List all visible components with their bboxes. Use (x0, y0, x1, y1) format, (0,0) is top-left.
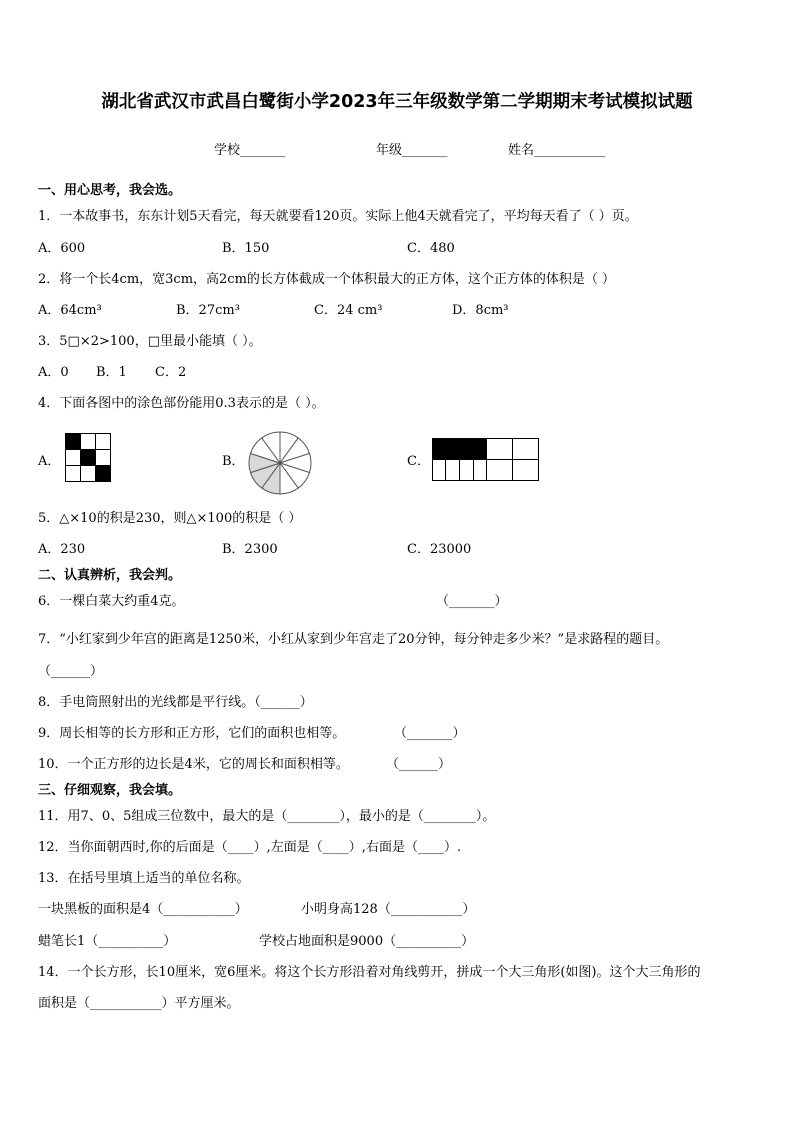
section-2-heading: 二、认真辨析，我会判。 (38, 568, 182, 583)
q3-option-c: C．2 (155, 365, 187, 380)
q4-option-c: C． (407, 454, 430, 469)
grid-cell-shaded (81, 450, 96, 466)
section-1-heading: 一、用心思考，我会选。 (38, 183, 182, 198)
q13-blackboard: 一块黑板的面积是4（___________） (38, 902, 248, 917)
q9-stem: 9．周长相等的长方形和正方形，它们的面积也相等。 (38, 726, 346, 741)
q14-stem-line1: 14．一个长方形，长10厘米，宽6厘米。将这个长方形沿着对角线剪开，拼成一个大三角形(如图)。这个大三角形的 (38, 965, 701, 980)
q6-stem: 6．一棵白菜大约重4克。 (38, 594, 185, 609)
q4-figure-b-circle (247, 430, 313, 496)
q10-stem: 10．一个正方形的边长是4米，它的周长和面积相等。 (38, 757, 349, 772)
q12-stem: 12．当你面朝西时,你的后面是（____）,左面是（____）,右面是（____）. (38, 840, 462, 855)
grid-cells-shaded (433, 439, 487, 460)
q3-stem: 3．5□×2>100，□里最小能填（ ）。 (38, 334, 262, 349)
grid-cell-shaded (96, 466, 111, 482)
q14-stem-line2: 面积是（___________）平方厘米。 (38, 996, 240, 1011)
q2-option-c: C．24 cm³ (314, 303, 383, 318)
q10-answer-blank[interactable]: （______） (386, 757, 452, 772)
school-field: 学校_______ (214, 143, 286, 158)
q8-stem: 8．手电筒照射出的光线都是平行线。（______） (38, 695, 313, 710)
q4-figure-a-grid (65, 433, 113, 483)
q1-option-c: C．480 (407, 241, 455, 256)
q4-figure-c-grid (432, 438, 540, 482)
q4-option-a: A． (38, 454, 61, 469)
section-3-heading: 三、仔细观察，我会填。 (38, 783, 182, 798)
grade-field: 年级_______ (376, 143, 448, 158)
q7-answer-blank[interactable]: （______） (38, 664, 104, 679)
q3-option-a: A．0 (38, 365, 69, 380)
q13-height: 小明身高128（___________） (301, 902, 476, 917)
q1-option-a: A．600 (38, 241, 86, 256)
q13-stem: 13．在括号里填上适当的单位名称。 (38, 871, 250, 886)
page-title: 湖北省武汉市武昌白鹭街小学2023年三年级数学第二学期期末考试模拟试题 (101, 92, 693, 112)
q5-option-a: A．230 (38, 542, 86, 557)
q2-option-a: A．64cm³ (38, 303, 102, 318)
q3-option-b: B．1 (96, 365, 127, 380)
q2-stem: 2．将一个长4cm，宽3cm，高2cm的长方体截成一个体积最大的正方体，这个正方体的体积是（ ） (38, 272, 616, 287)
q13-crayon: 蜡笔长1（__________） (38, 934, 177, 949)
q1-option-b: B．150 (222, 241, 270, 256)
q4-stem: 4．下面各图中的涂色部份能用0.3表示的是（ ）。 (38, 396, 325, 411)
q13-school-area: 学校占地面积是9000（__________） (259, 934, 475, 949)
grid-cell-shaded (66, 434, 81, 450)
q7-stem: 7．“小红家到少年宫的距离是1250米，小红从家到少年宫走了20分钟，每分钟走多少米？”是求路程的题目。 (38, 632, 669, 647)
q5-stem: 5．△×10的积是230，则△×100的积是（ ） (38, 511, 302, 526)
q1-stem: 1．一本故事书，东东计划5天看完，每天就要看120页。实际上他4天就看完了，平均每天看了（ ）页。 (38, 209, 638, 224)
q11-stem: 11．用7、0、5组成三位数中，最大的是（________），最小的是（________）。 (38, 809, 496, 824)
q6-answer-blank[interactable]: （_______） (436, 594, 508, 609)
q4-option-b: B． (222, 454, 245, 469)
q5-option-b: B．2300 (222, 542, 278, 557)
q2-option-b: B．27cm³ (176, 303, 240, 318)
name-field: 姓名___________ (508, 143, 606, 158)
q9-answer-blank[interactable]: （_______） (394, 726, 466, 741)
q5-option-c: C．23000 (407, 542, 472, 557)
q2-option-d: D．8cm³ (452, 303, 509, 318)
